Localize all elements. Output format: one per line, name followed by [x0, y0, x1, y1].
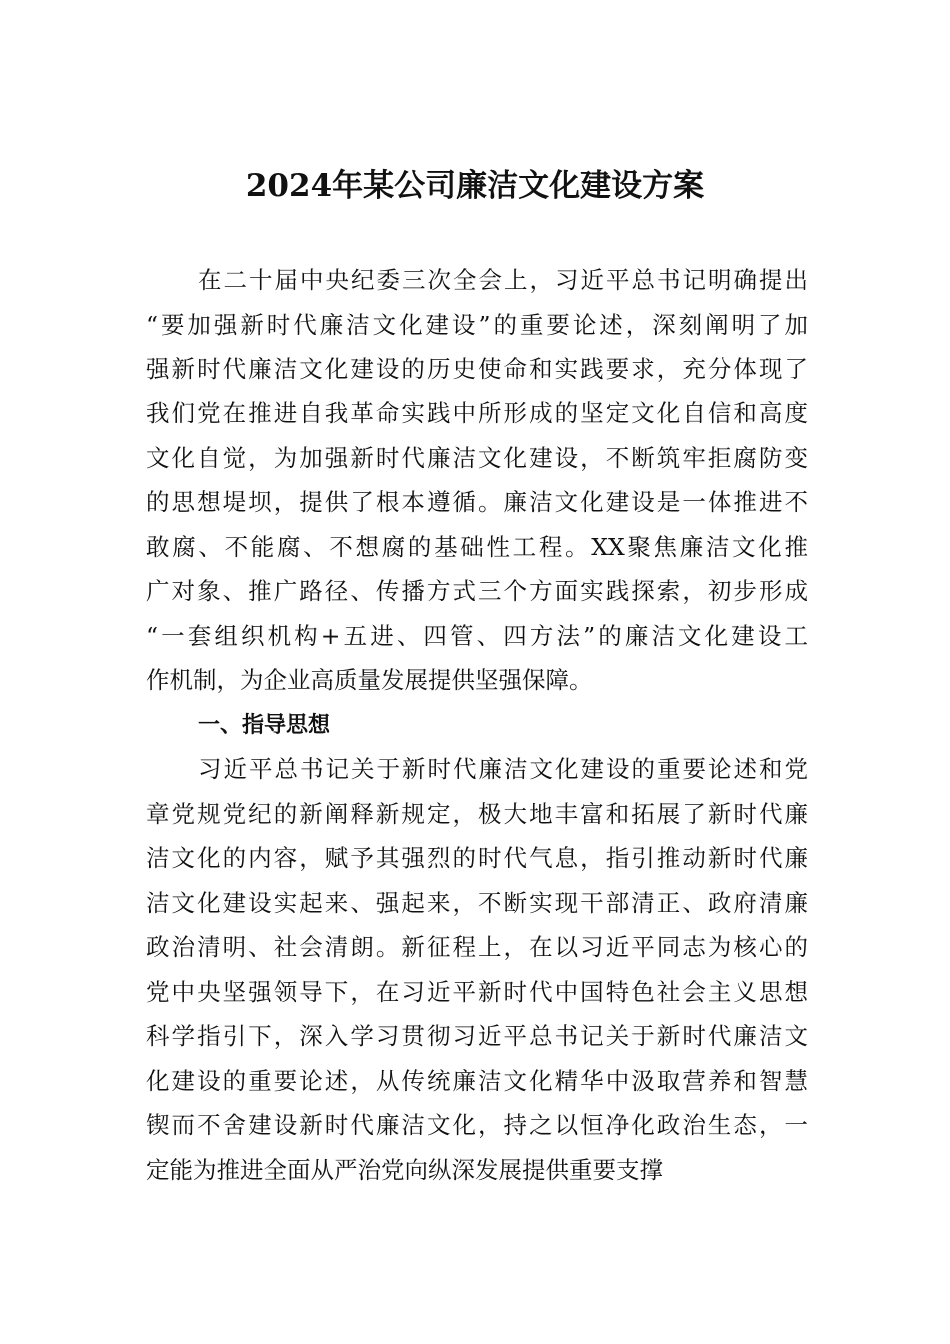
paragraph-line: 洁文化建设实起来、强起来，不断实现干部清正、政府清廉	[146, 889, 808, 917]
paragraph-line: 强新时代廉洁文化建设的历史使命和实践要求，充分体现了	[146, 355, 808, 383]
paragraph-line: “一套组织机构+五进、四管、四方法”的廉洁文化建设工	[146, 622, 808, 650]
paragraph-line: 定能为推进全面从严治党向纵深发展提供重要支撑	[146, 1156, 663, 1184]
paragraph-line: 广对象、推广路径、传播方式三个方面实践探索，初步形成	[146, 577, 808, 605]
paragraph-line: 洁文化的内容，赋予其强烈的时代气息，指引推动新时代廉	[146, 844, 808, 872]
paragraph-line: 章党规党纪的新阐释新规定，极大地丰富和拓展了新时代廉	[146, 800, 808, 828]
paragraph-line: 政治清明、社会清朗。新征程上，在以习近平同志为核心的	[146, 933, 808, 961]
paragraph-line: 我们党在推进自我革命实践中所形成的坚定文化自信和高度	[146, 399, 808, 427]
paragraph-line: 在二十届中央纪委三次全会上，习近平总书记明确提出	[198, 266, 808, 294]
paragraph-line: 化建设的重要论述，从传统廉洁文化精华中汲取营养和智慧	[146, 1067, 808, 1095]
paragraph-line: 科学指引下，深入学习贯彻习近平总书记关于新时代廉洁文	[146, 1022, 808, 1050]
paragraph-line: 党中央坚强领导下，在习近平新时代中国特色社会主义思想	[146, 978, 808, 1006]
paragraph-line: 文化自觉，为加强新时代廉洁文化建设，不断筑牢拒腐防变	[146, 444, 808, 472]
section-heading: 一、指导思想	[198, 713, 331, 738]
paragraph-line: 习近平总书记关于新时代廉洁文化建设的重要论述和党	[198, 755, 808, 783]
paragraph-line: 锲而不舍建设新时代廉洁文化，持之以恒净化政治生态，一	[146, 1111, 808, 1139]
paragraph-line: 的思想堤坝，提供了根本遵循。廉洁文化建设是一体推进不	[146, 488, 808, 516]
paragraph-line: “要加强新时代廉洁文化建设”的重要论述，深刻阐明了加	[146, 311, 808, 339]
document-title: 2024年某公司廉洁文化建设方案	[245, 168, 705, 204]
paragraph-line: 敢腐、不能腐、不想腐的基础性工程。XX聚焦廉洁文化推	[146, 533, 808, 561]
paragraph-line: 作机制，为企业高质量发展提供坚强保障。	[146, 666, 593, 694]
